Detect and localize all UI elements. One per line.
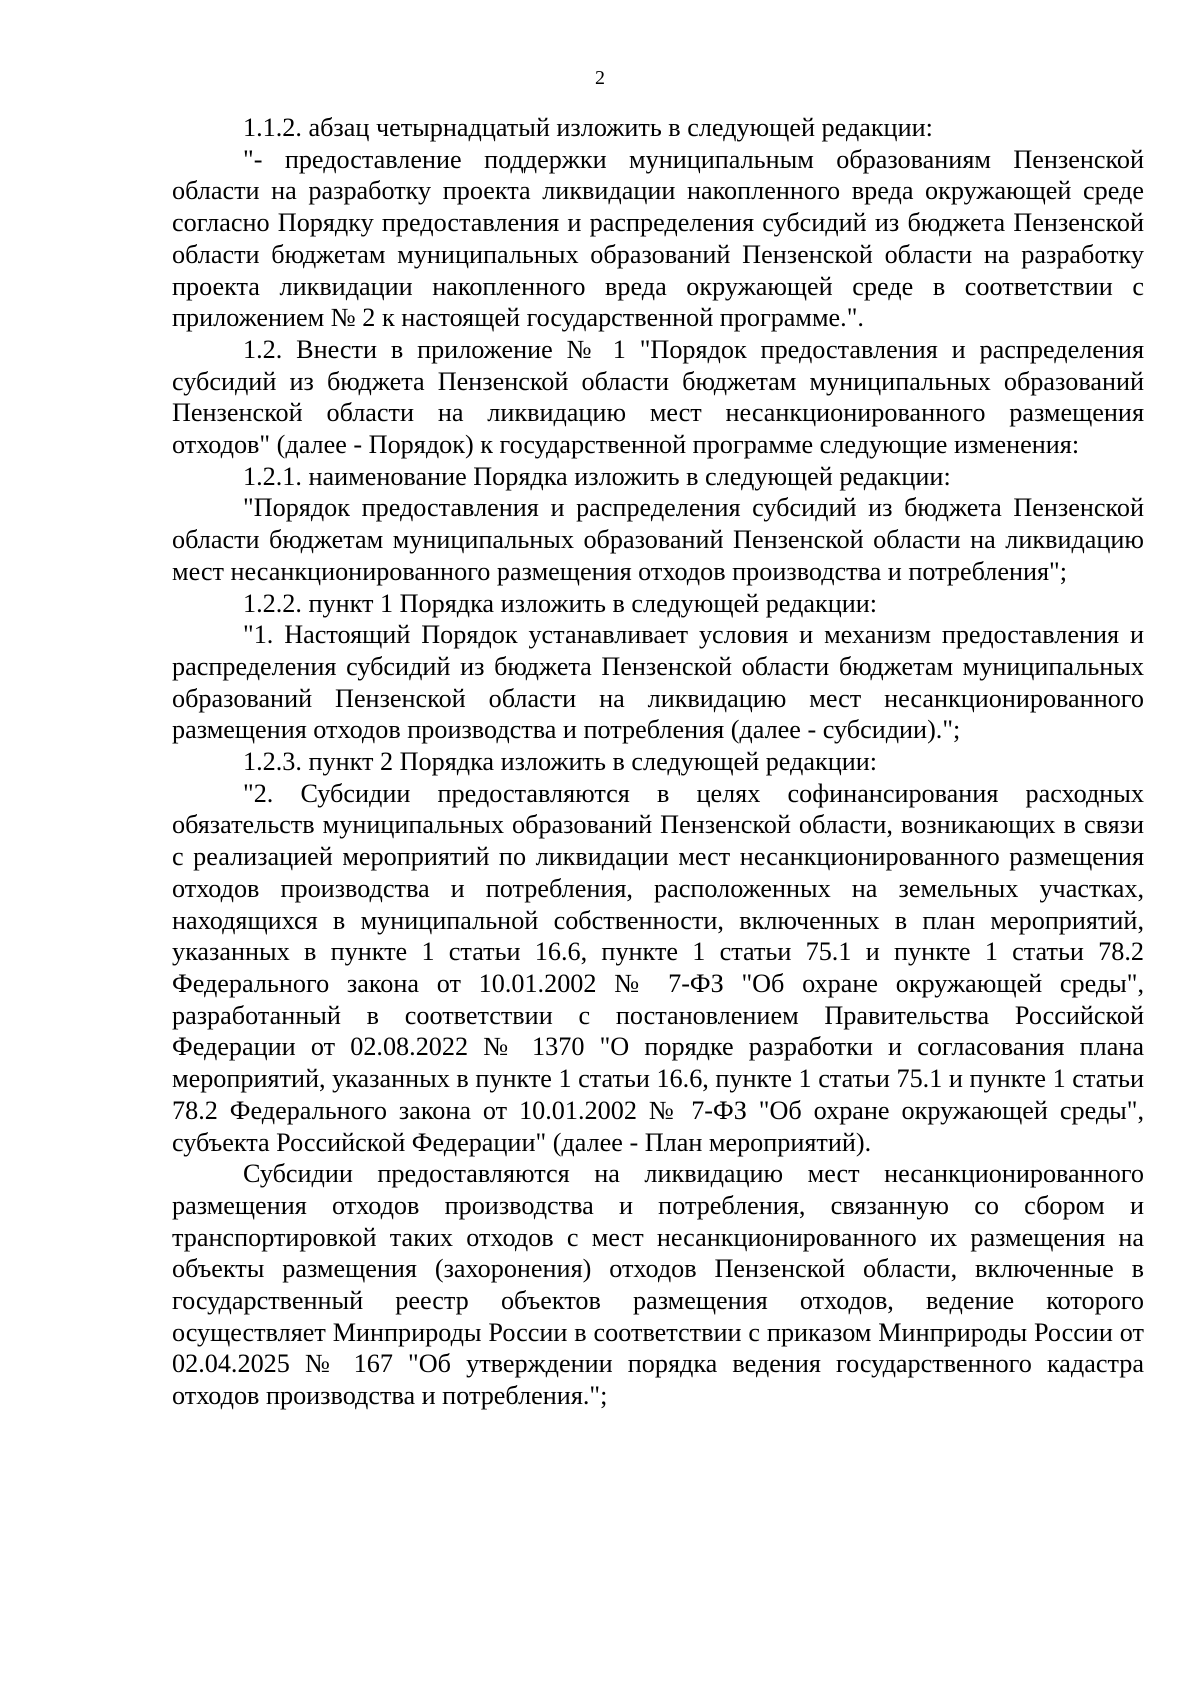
paragraph-1-2-1: 1.2.1. наименование Порядка изложить в следующей редакции: (243, 461, 951, 491)
paragraph-1-1-2: 1.1.2. абзац четырнадцатый изложить в следующей редакции: (243, 113, 933, 142)
paragraph-subsidies: Субсидии предоставляются на ликвидацию мест несанкционированного размещения отходов производства и потребления, связанную со сбором и транспортировкой таких отходов с мест несанкционированного их размещения на объекты размещения (захоронения) отходов Пензенской области, включенные в государственный реестр объектов размещения отходов, ведение которого осуществляет Минприроды России в соответствии с приказом Минприроды России от 02.04.2025 № 167 "Об утверждении порядка ведения государственного кадастра отходов производства и потребления."; (172, 1159, 1144, 1411)
paragraph-quote-point-2: "2. Субсидии предоставляются в целях софинансирования расходных обязательств муниципальных образований Пензенской области, возникающих в связи с реализацией мероприятий по ликвидации мест несанкционированного размещения отходов производства и потребления, расположенных на земельных участках, находящихся в муниципальной собственности, включенных в план мероприятий, указанных в пункте 1 статьи 16.6, пункте 1 статьи 75.1 и пункте 1 статьи 78.2 Федерального закона от 10.01.2002 № 7-ФЗ "Об охране окружающей среды", разработанный в соответствии с постановлением Правительства Российской Федерации от 02.08.2022 № 1370 "О порядке разработки и согласования плана мероприятий, указанных в пункте 1 статьи 16.6, пункте 1 статьи 75.1 и пункте 1 статьи 78.2 Федерального закона от 10.01.2002 № 7-ФЗ "Об охране окружающей среды", субъекта Российской Федерации" (далее - План мероприятий). (172, 778, 1144, 1157)
paragraph-1-2-3: 1.2.3. пункт 2 Порядка изложить в следующей редакции: (243, 747, 878, 777)
document-body (172, 112, 1144, 1412)
paragraph-1-2: 1.2. Внести в приложение № 1 "Порядок предоставления и распределения субсидий из бюджета Пензенской области бюджетам муниципальных образований Пензенской области на ликвидацию мест несанкционированного размещения отходов" (далее - Порядок) к государственной программе следующие изменения: (172, 334, 1144, 460)
page-number: 2 (595, 67, 605, 89)
paragraph-quote-point-1: "1. Настоящий Порядок устанавливает условия и механизм предоставления и распределения субсидий из бюджета Пензенской области бюджетам муниципальных образований Пензенской области на ликвидацию мест несанкционированного размещения отходов производства и потребления (далее - субсидии)."; (172, 620, 1144, 745)
paragraph-quote-support: "- предоставление поддержки муниципальным образованиям Пензенской области на разработку проекта ликвидации накопленного вреда окружающей среде согласно Порядку предоставления и распределения субсидий из бюджета Пензенской области бюджетам муниципальных образований Пензенской области на разработку проекта ликвидации накопленного вреда окружающей среде в соответствии с приложением № 2 к настоящей государственной программе.". (172, 144, 1144, 333)
paragraph-quote-title: "Порядок предоставления и распределения субсидий из бюджета Пензенской области бюджетам муниципальных образований Пензенской области на ликвидацию мест несанкционированного размещения отходов производства и потребления"; (172, 493, 1144, 586)
paragraph-1-2-2: 1.2.2. пункт 1 Порядка изложить в следующей редакции: (243, 588, 878, 618)
